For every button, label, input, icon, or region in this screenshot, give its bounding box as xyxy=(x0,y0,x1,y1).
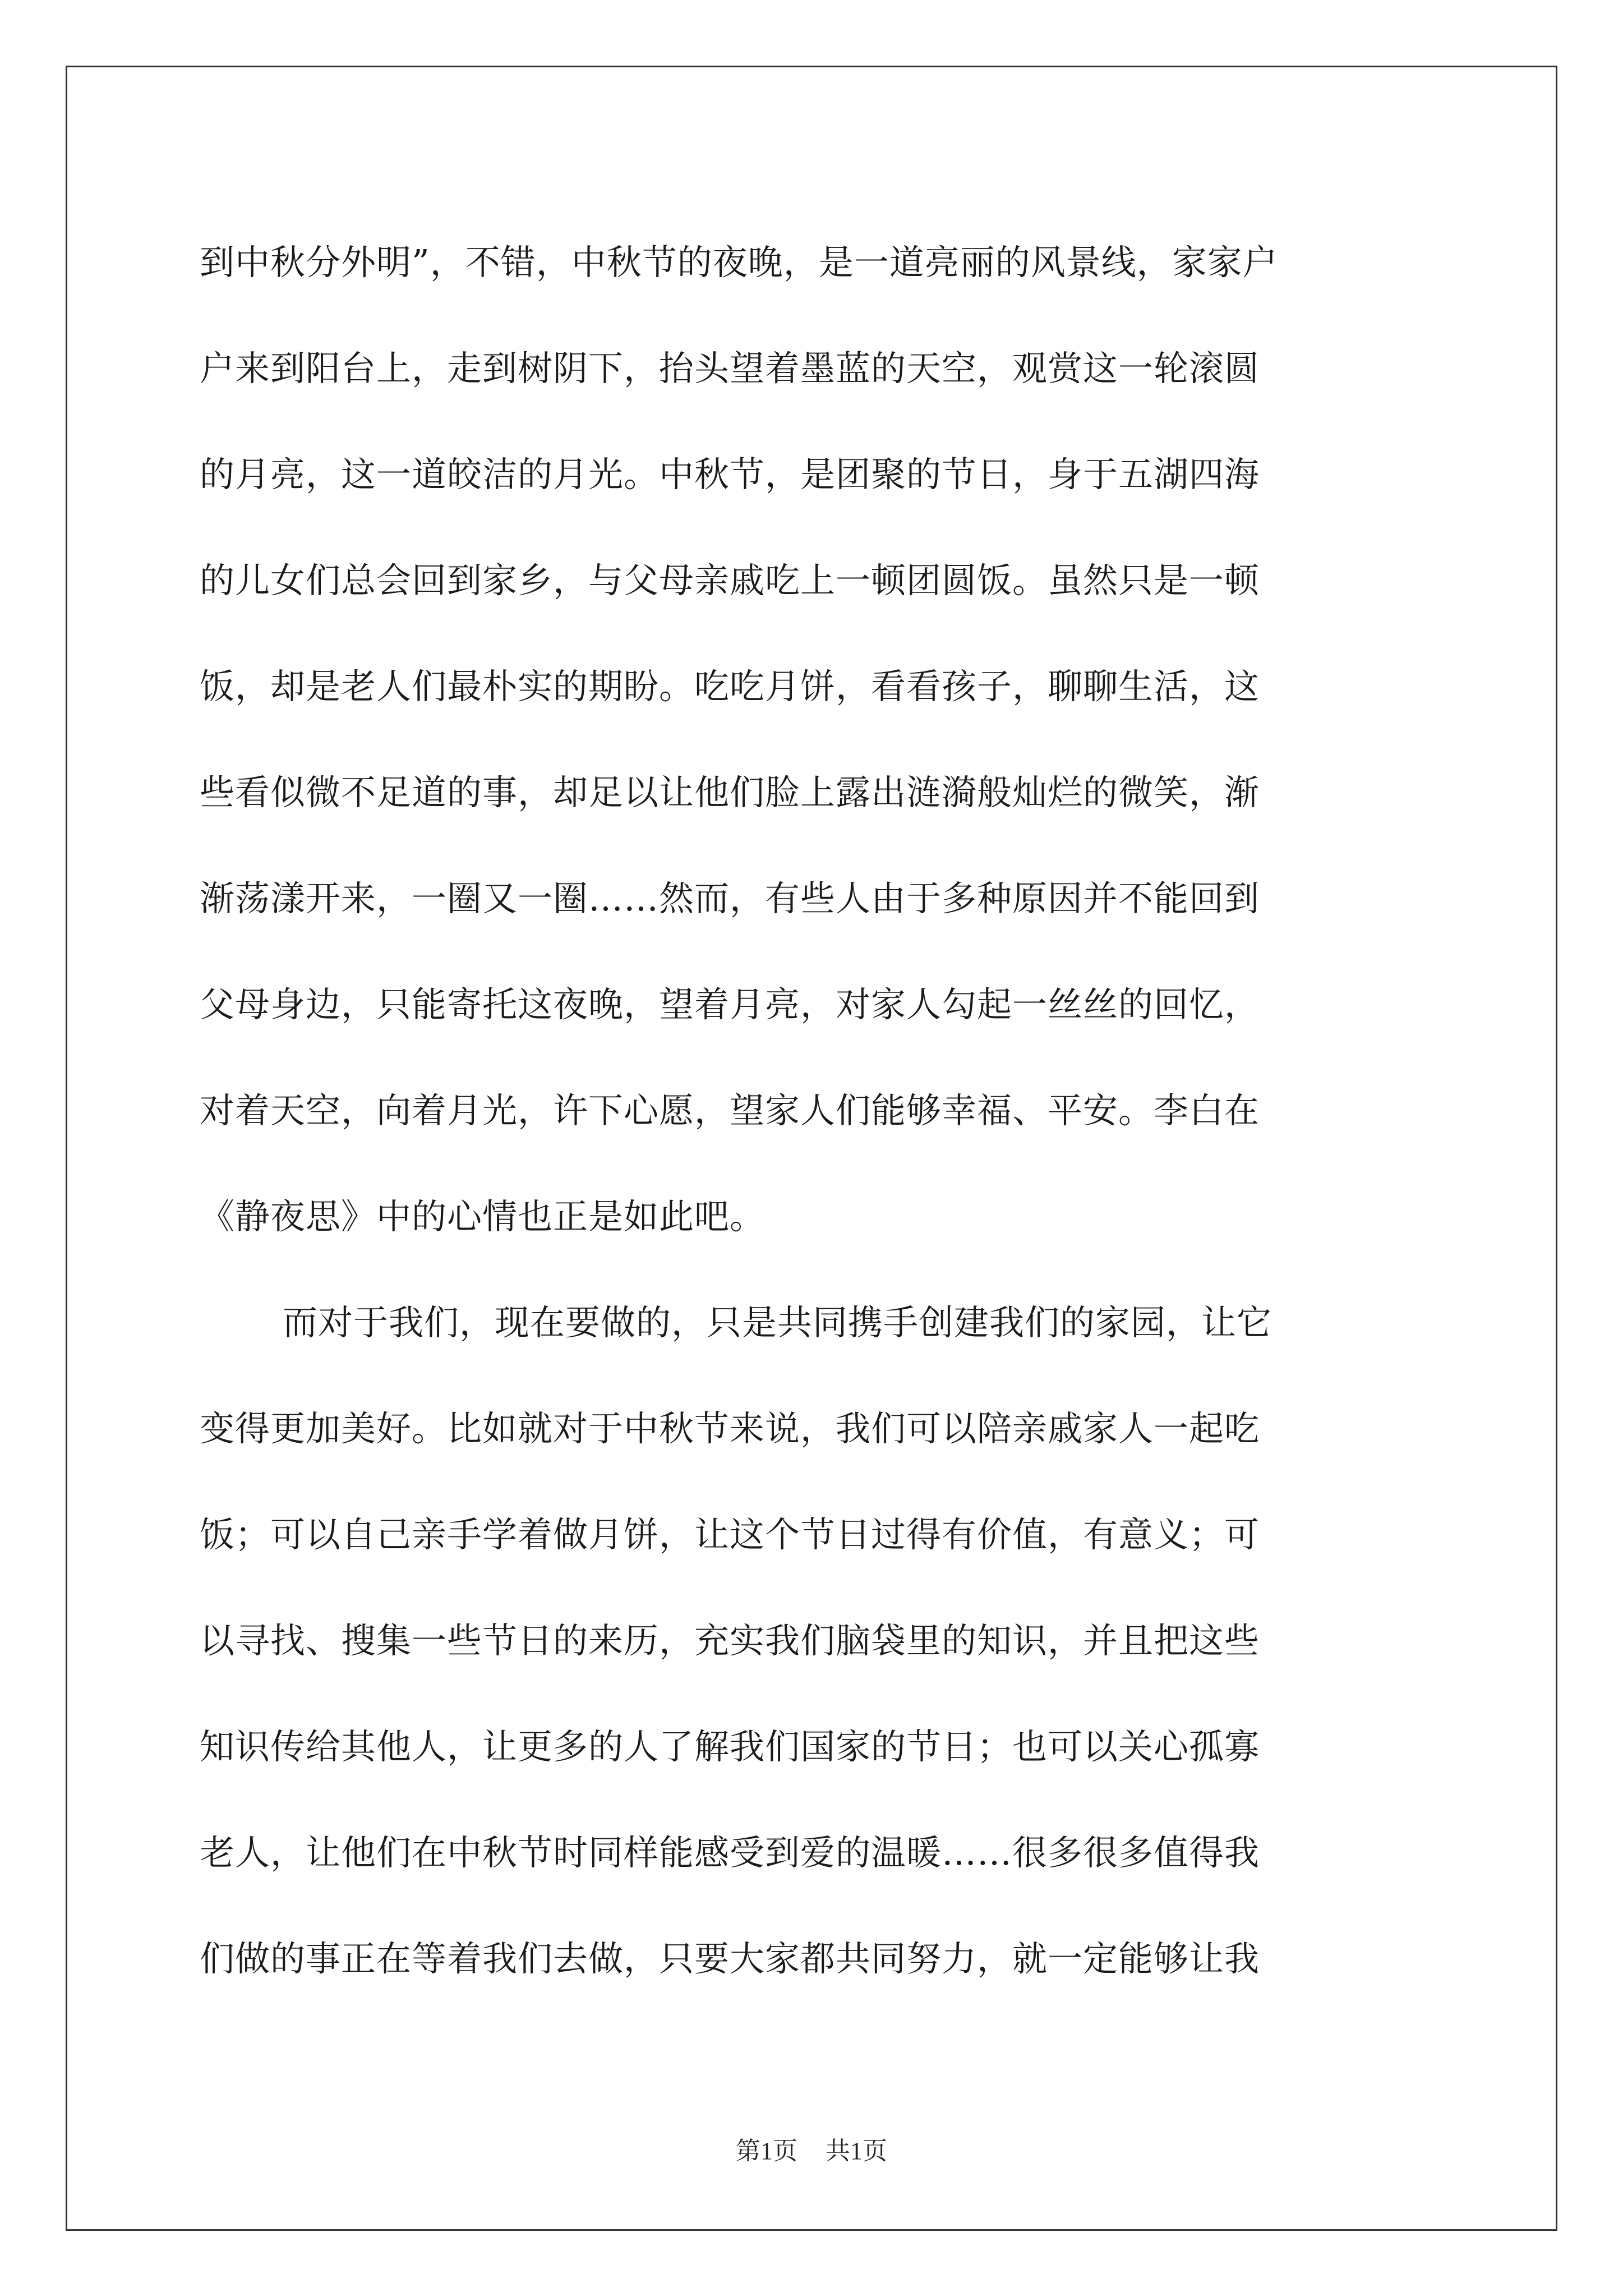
document-body xyxy=(200,206,1433,2009)
text-line: 饭，却是老人们最朴实的期盼。吃吃月饼，看看孩子，聊聊生活，这 xyxy=(200,666,1260,707)
text-line: 《静夜思》中的心情也正是如此吧。 xyxy=(200,1196,766,1237)
page-footer xyxy=(0,2131,1623,2166)
page-number-current: 第1页 xyxy=(736,2137,797,2165)
text-line: 到中秋分外明”，不错，中秋节的夜晚，是一道亮丽的风景线，家家户 xyxy=(200,242,1278,283)
text-line: 父母身边，只能寄托这夜晚，望着月亮，对家人勾起一丝丝的回忆， xyxy=(200,984,1260,1025)
text-line: 对着天空，向着月光，许下心愿，望家人们能够幸福、平安。李白在 xyxy=(200,1090,1260,1131)
text-line: 们做的事正在等着我们去做，只要大家都共同努力，就一定能够让我 xyxy=(200,1938,1260,1979)
text-line: 老人，让他们在中秋节时同样能感受到爱的温暖……很多很多值得我 xyxy=(200,1832,1260,1873)
text-line: 渐荡漾开来，一圈又一圈……然而，有些人由于多种原因并不能回到 xyxy=(200,878,1260,919)
text-line: 的儿女们总会回到家乡，与父母亲戚吃上一顿团圆饭。虽然只是一顿 xyxy=(200,560,1260,601)
text-line: 知识传给其他人，让更多的人了解我们国家的节日；也可以关心孤寡 xyxy=(200,1726,1260,1767)
text-line: 变得更加美好。比如就对于中秋节来说，我们可以陪亲戚家人一起吃 xyxy=(200,1408,1260,1449)
text-line: 饭；可以自己亲手学着做月饼，让这个节日过得有价值，有意义；可 xyxy=(200,1514,1260,1555)
text-line: 的月亮，这一道皎洁的月光。中秋节，是团聚的节日，身于五湖四海 xyxy=(200,454,1260,495)
page-number-total: 共1页 xyxy=(826,2137,887,2165)
text-line: 以寻找、搜集一些节日的来历，充实我们脑袋里的知识，并且把这些 xyxy=(200,1620,1260,1661)
paragraph-first-line: 而对于我们，现在要做的，只是共同携手创建我们的家园，让它 xyxy=(283,1302,1272,1343)
text-line: 户来到阳台上，走到树阴下，抬头望着墨蓝的天空，观赏这一轮滚圆 xyxy=(200,348,1260,389)
text-line: 些看似微不足道的事，却足以让他们脸上露出涟漪般灿烂的微笑，渐 xyxy=(200,772,1260,813)
